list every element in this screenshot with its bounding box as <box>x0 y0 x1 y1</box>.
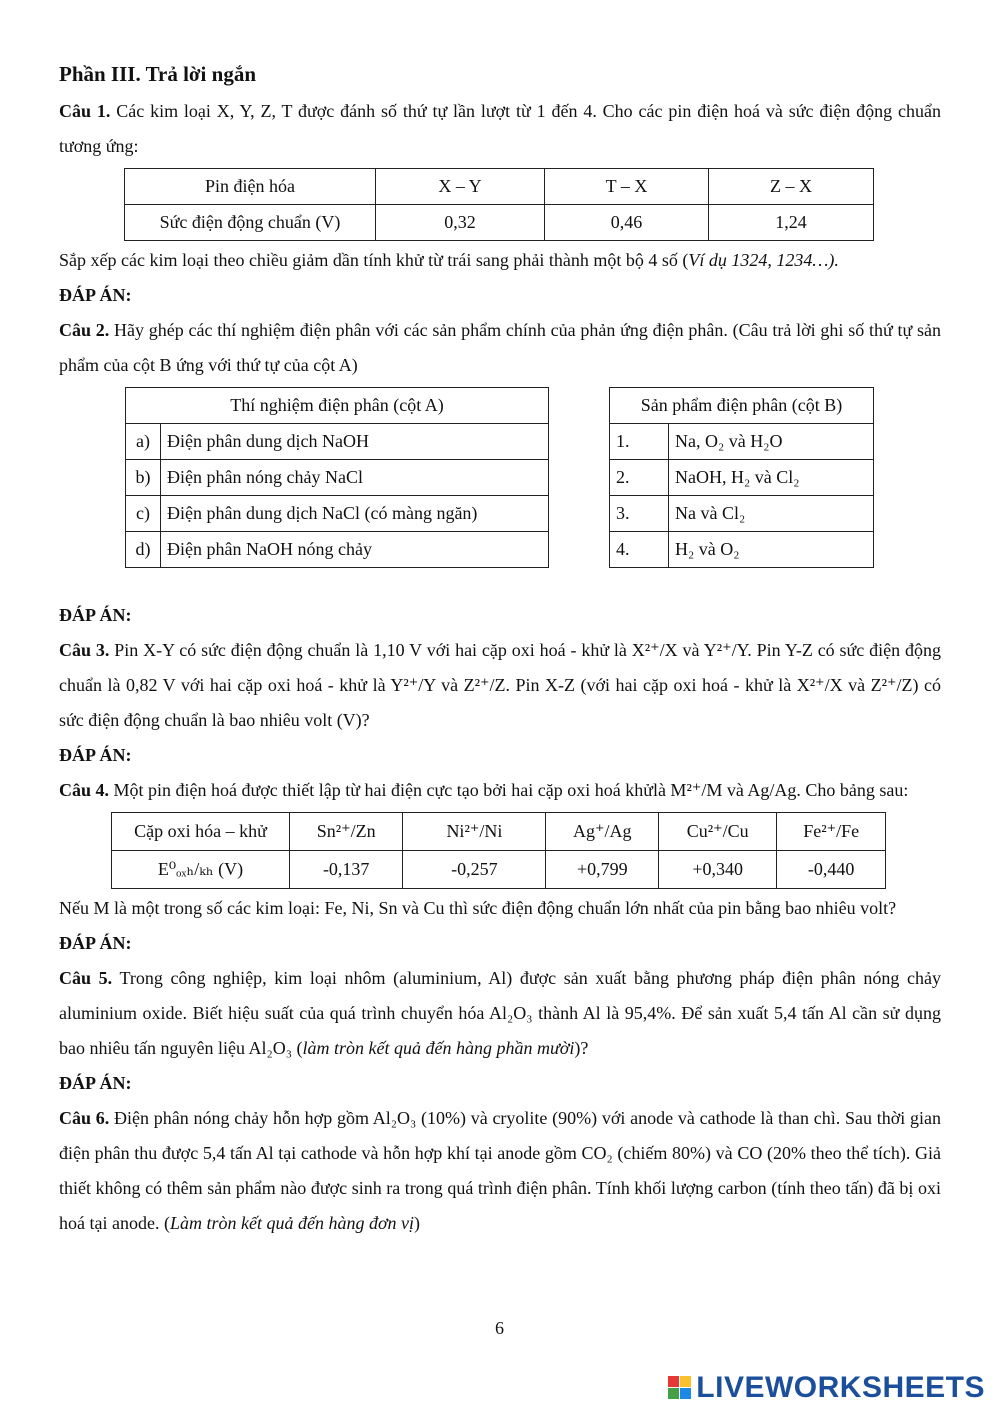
table-cell: Điện phân dung dịch NaOH <box>161 424 549 460</box>
table-cell: Ag⁺/Ag <box>546 813 659 851</box>
question-2 <box>59 313 941 383</box>
liveworksheets-logo <box>668 1372 985 1404</box>
answer-label: ĐÁP ÁN: <box>59 933 132 953</box>
answer-label: ĐÁP ÁN: <box>59 745 132 765</box>
table-cell: Sn²⁺/Zn <box>290 813 403 851</box>
question-5 <box>59 961 941 1066</box>
table-cell: c) <box>126 496 161 532</box>
table-cell: 1. <box>610 424 669 460</box>
emf-table <box>124 168 874 241</box>
table-row <box>126 496 874 532</box>
question-6 <box>59 1101 941 1241</box>
question-4 <box>59 773 941 808</box>
table-cell: +0,799 <box>546 851 659 889</box>
table-cell: NaOH, H₂ và Cl₂ <box>669 460 874 496</box>
logo-text: LIVEWORKSHEETS <box>696 1371 985 1404</box>
table-cell: Pin điện hóa <box>125 169 376 205</box>
answer-label: ĐÁP ÁN: <box>59 605 132 625</box>
table-cell: Na và Cl₂ <box>669 496 874 532</box>
question-3-text: Pin X-Y có sức điện động chuẩn là 1,10 V với hai cặp oxi hoá - khử là X²⁺/X và Y²⁺/Y. Pin Y-Z có sức điện động chuẩn là 0,82 V với hai cặp oxi hoá - khử là Y²⁺/Y và Z²⁺/Z. Pin X-Z (với hai cặp oxi hoá - khử là X²⁺/X và Z²⁺/Z) có sức điện động chuẩn là bao nhiêu volt (V)? <box>59 640 941 730</box>
table-cell: d) <box>126 532 161 568</box>
table-row <box>112 851 886 889</box>
question-3-label: Câu 3. <box>59 640 110 660</box>
question-4-label: Câu 4. <box>59 780 110 800</box>
column-b-header: Sản phẩm điện phân (cột B) <box>610 388 874 424</box>
table-cell: Cu²⁺/Cu <box>659 813 777 851</box>
question-6-tail: ) <box>414 1213 421 1233</box>
column-a-header: Thí nghiệm điện phân (cột A) <box>126 388 549 424</box>
table-cell: Điện phân NaOH nóng chảy <box>161 532 549 568</box>
table-cell: Cặp oxi hóa – khử <box>112 813 290 851</box>
table-cell: 0,46 <box>545 205 709 241</box>
question-2-label: Câu 2. <box>59 320 110 340</box>
logo-icon <box>668 1376 692 1400</box>
table-cell: 1,24 <box>709 205 874 241</box>
table-cell: Ni²⁺/Ni <box>403 813 546 851</box>
table-row <box>112 813 886 851</box>
table-cell: T – X <box>545 169 709 205</box>
page-number: 6 <box>495 1318 504 1338</box>
table-row <box>126 532 874 568</box>
table-cell: -0,257 <box>403 851 546 889</box>
question-4-followup: Nếu M là một trong số các kim loại: Fe, Ni, Sn và Cu thì sức điện động chuẩn lớn nhất của pin bằng bao nhiêu volt? <box>59 898 897 918</box>
question-6-text: Điện phân nóng chảy hỗn hợp gồm Al₂O₃ (10%) và cryolite (90%) với anode và cathode là than chì. Sau thời gian điện phân thu được 5,4 tấn Al tại cathode và hỗn hợp khí tại anode gồm CO₂ (chiếm 80%) và CO (20% theo thể tích). Giả thiết không có thêm sản phẩm nào được sinh ra trong quá trình điện phân. Tính khối lượng carbon (tính theo tấn) đã bị oxi hoá tại anode. ( <box>59 1108 942 1233</box>
question-2-text: Hãy ghép các thí nghiệm điện phân với các sản phẩm chính của phản ứng điện phân. (Câu trả lời ghi số thứ tự sản phẩm của cột B ứng với thứ tự của cột A) <box>59 320 941 375</box>
table-cell: -0,440 <box>777 851 886 889</box>
answer-label: ĐÁP ÁN: <box>59 285 132 305</box>
question-1 <box>59 94 941 164</box>
rounding-note: Làm tròn kết quả đến hàng đơn vị <box>169 1213 415 1233</box>
table-cell: E⁰ₒₓₕ/ₖₕ (V) <box>112 851 290 889</box>
table-row <box>126 460 874 496</box>
table-cell: +0,340 <box>659 851 777 889</box>
table-row <box>126 424 874 460</box>
question-3 <box>59 633 941 738</box>
table-cell: 2. <box>610 460 669 496</box>
question-1-text: Các kim loại X, Y, Z, T được đánh số thứ tự lần lượt từ 1 đến 4. Cho các pin điện hoá và sức điện động chuẩn tương ứng: <box>59 101 942 156</box>
table-cell: a) <box>126 424 161 460</box>
table-cell: H₂ và O₂ <box>669 532 874 568</box>
table-cell: X – Y <box>376 169 545 205</box>
table-cell: -0,137 <box>290 851 403 889</box>
instruction-example: Ví dụ 1324, 1234…). <box>688 250 839 270</box>
question-5-label: Câu 5. <box>59 968 113 988</box>
answer-label: ĐÁP ÁN: <box>59 1073 132 1093</box>
table-cell: b) <box>126 460 161 496</box>
question-4-text: Một pin điện hoá được thiết lập từ hai điện cực tạo bởi hai cặp oxi hoá khửlà M²⁺/M và Ag/Ag. Cho bảng sau: <box>113 780 909 800</box>
table-row <box>126 388 874 424</box>
table-cell: Z – X <box>709 169 874 205</box>
potential-table <box>111 812 886 889</box>
section-heading: Phần III. Trả lời ngắn <box>59 62 256 86</box>
table-cell: Fe²⁺/Fe <box>777 813 886 851</box>
instruction-text: Sắp xếp các kim loại theo chiều giảm dần tính khử từ trái sang phải thành một bộ 4 số ( <box>59 250 689 270</box>
table-cell: Điện phân nóng chảy NaCl <box>161 460 549 496</box>
rounding-note: làm tròn kết quả đến hàng phần mười <box>302 1038 575 1058</box>
question-6-label: Câu 6. <box>59 1108 110 1128</box>
table-cell: Na, O₂ và H₂O <box>669 424 874 460</box>
question-5-tail: )? <box>574 1038 589 1058</box>
table-cell: 4. <box>610 532 669 568</box>
worksheet-page <box>59 58 941 1241</box>
question-5-text: Trong công nghiệp, kim loại nhôm (aluminium, Al) được sản xuất bằng phương pháp điện phân nóng chảy aluminium oxide. Biết hiệu suất của quá trình chuyển hóa Al₂O₃ thành Al là 95,4%. Để sản xuất 5,4 tấn Al cần sử dụng bao nhiêu tấn nguyên liệu Al₂O₃ ( <box>59 968 941 1058</box>
matching-table <box>125 387 874 568</box>
table-cell: Điện phân dung dịch NaCl (có màng ngăn) <box>161 496 549 532</box>
question-1-label: Câu 1. <box>59 101 111 121</box>
table-gap <box>549 388 610 568</box>
question-1-instruction <box>59 243 941 278</box>
table-cell: 0,32 <box>376 205 545 241</box>
table-row <box>125 169 874 205</box>
table-row <box>125 205 874 241</box>
table-cell: 3. <box>610 496 669 532</box>
table-cell: Sức điện động chuẩn (V) <box>125 205 376 241</box>
